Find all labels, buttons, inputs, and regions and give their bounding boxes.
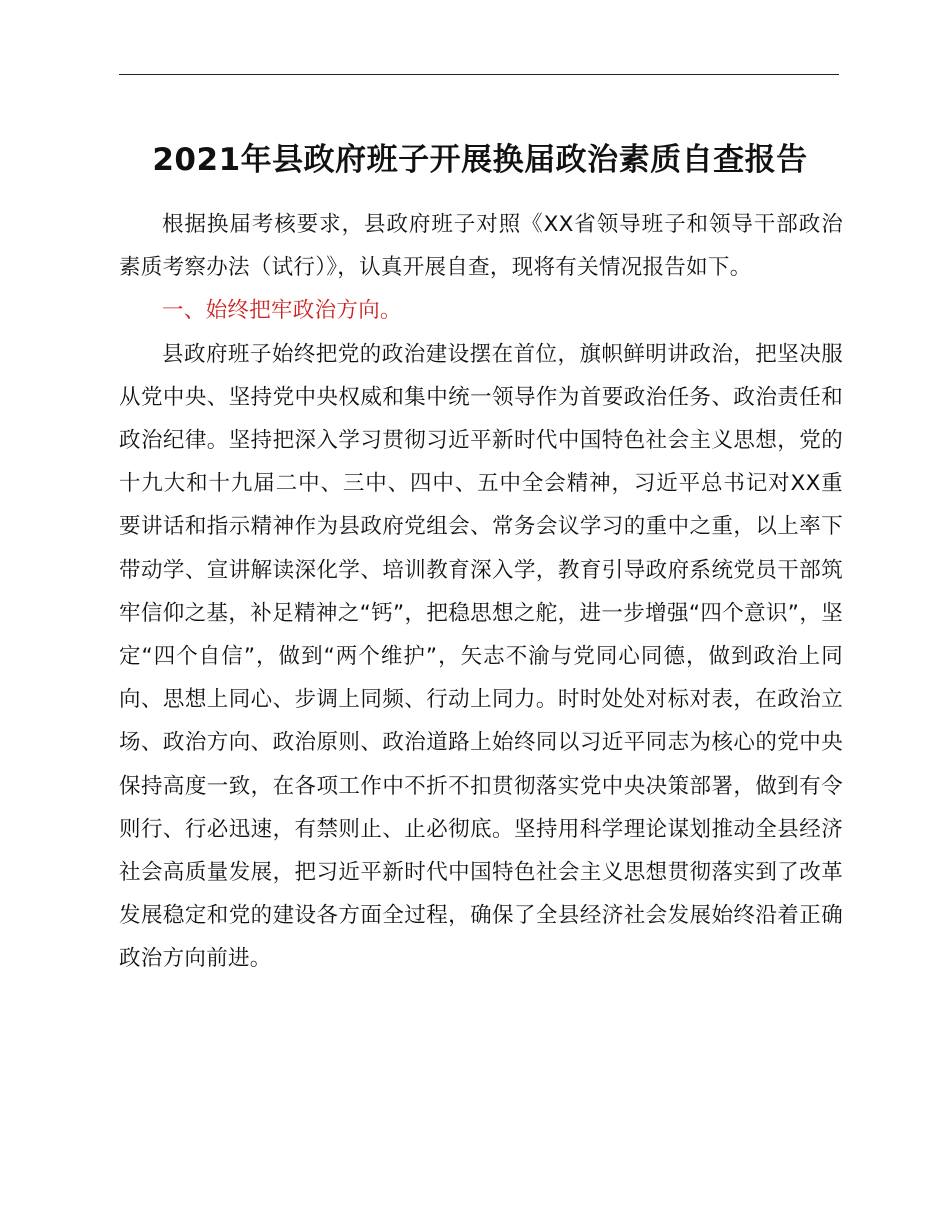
section-1-heading: 一、始终把牢政治方向。 xyxy=(162,298,402,324)
header-rule xyxy=(119,74,839,75)
document-body xyxy=(119,203,843,981)
intro-paragraph: 根据换届考核要求，县政府班子对照《XX省领导班子和领导干部政治素质考察办法（试行）》，认真开展自查，现将有关情况报告如下。 xyxy=(119,212,843,281)
section-1-paragraph: 县政府班子始终把党的政治建设摆在首位，旗帜鲜明讲政治，把坚决服从党中央、坚持党中央权威和集中统一领导作为首要政治任务、政治责任和政治纪律。坚持把深入学习贯彻习近平新时代中国特色社会主义思想，党的十九大和十九届二中、三中、四中、五中全会精神，习近平总书记对XX重要讲话和指示精神作为县政府党组会、常务会议学习的重中之重，以上率下带动学、宣讲解读深化学、培训教育深入学，教育引导政府系统党员干部筑牢信仰之基，补足精神之“钙”，把稳思想之舵，进一步增强“四个意识”，坚定“四个自信”，做到“两个维护”，矢志不渝与党同心同德，做到政治上同向、思想上同心、步调上同频、行动上同力。时时处处对标对表，在政治立场、政治方向、政治原则、政治道路上始终同以习近平同志为核心的党中央保持高度一致，在各项工作中不折不扣贯彻落实党中央决策部署，做到有令则行、行必迅速，有禁则止、止必彻底。坚持用科学理论谋划推动全县经济社会高质量发展，把习近平新时代中国特色社会主义思想贯彻落实到了改革发展稳定和党的建设各方面全过程，确保了全县经济社会发展始终沿着正确政治方向前进。 xyxy=(119,341,843,972)
document-title: 2021年县政府班子开展换届政治素质自查报告 xyxy=(152,142,808,178)
